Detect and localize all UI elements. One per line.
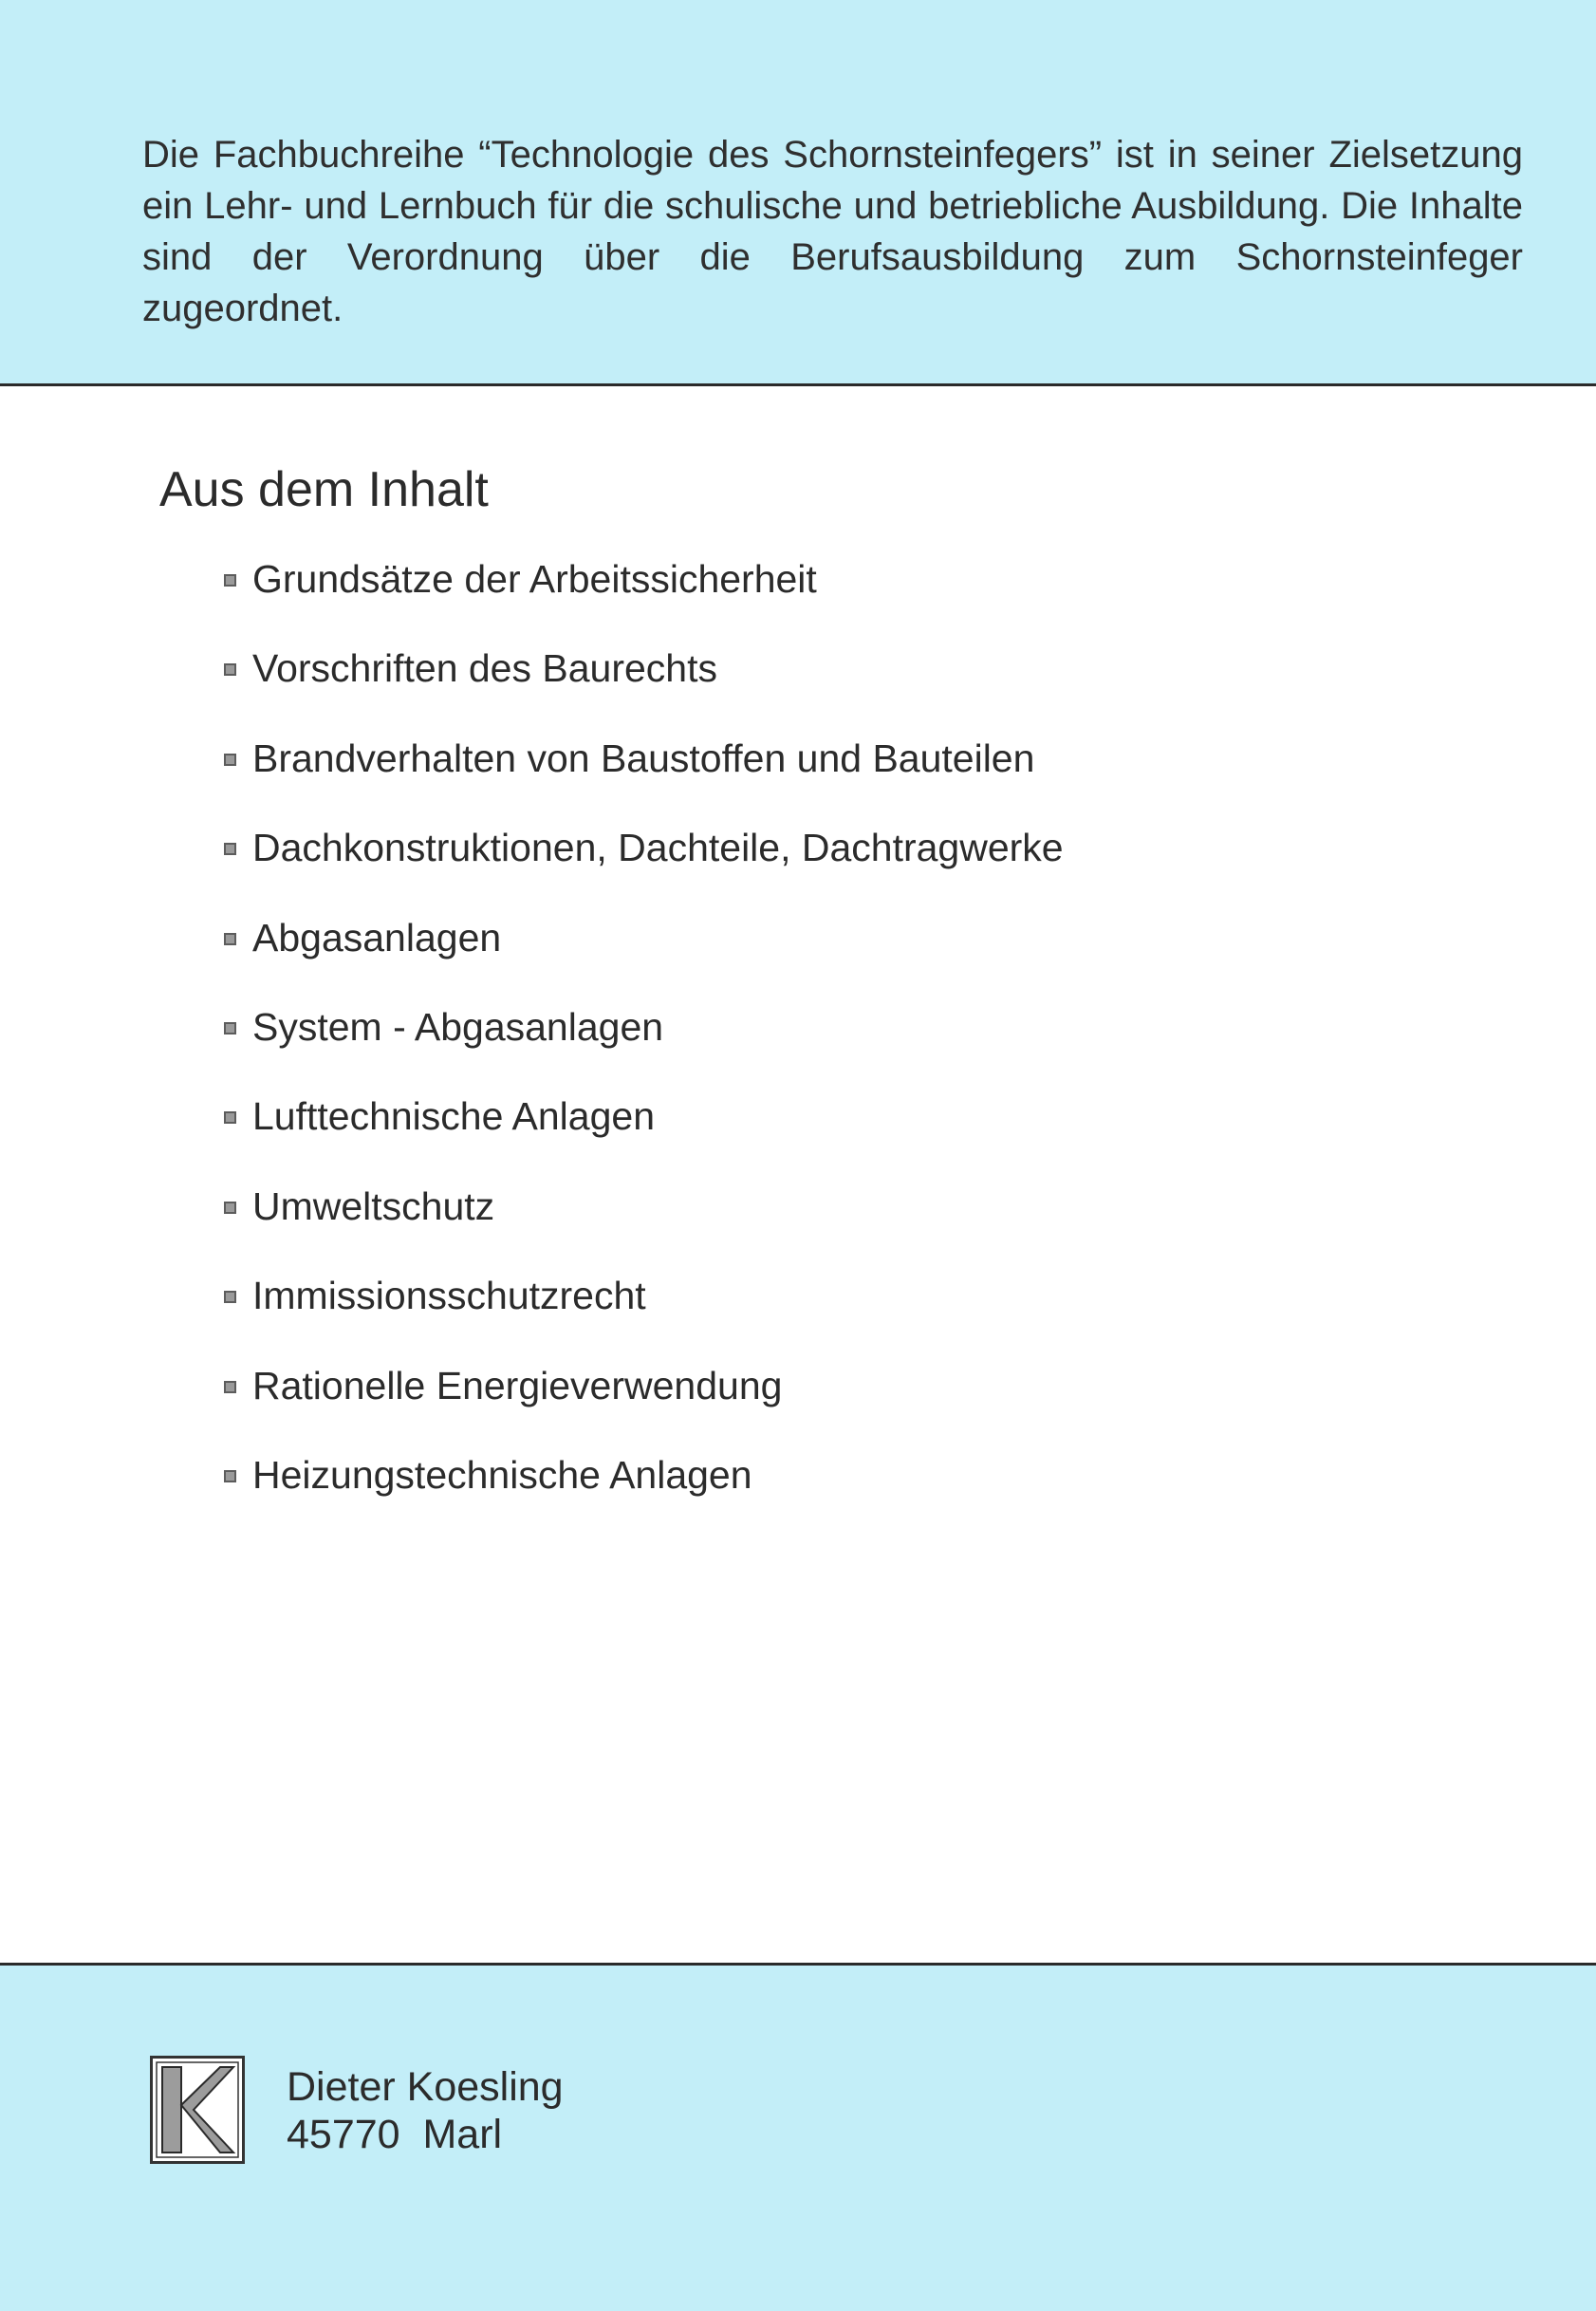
square-bullet-icon [224, 1470, 236, 1482]
list-item-label: Umweltschutz [252, 1183, 495, 1228]
publisher-name: Dieter Koesling [287, 2064, 564, 2110]
list-item [224, 1361, 1064, 1450]
publisher-info [287, 2063, 564, 2158]
contents-list [224, 554, 1064, 1539]
list-item-label: Heizungstechnische Anlagen [252, 1452, 752, 1497]
square-bullet-icon [224, 1291, 236, 1303]
list-item-label: Rationelle Energieverwendung [252, 1363, 783, 1407]
square-bullet-icon [224, 663, 236, 676]
square-bullet-icon [224, 1022, 236, 1034]
list-item-label: Vorschriften des Baurechts [252, 646, 717, 691]
list-item [224, 554, 1064, 643]
publisher-city: 45770 Marl [287, 2112, 503, 2157]
top-divider [0, 383, 1596, 386]
list-item [224, 913, 1064, 1002]
list-item [224, 1002, 1064, 1091]
list-item-label: Lufttechnische Anlagen [252, 1094, 655, 1139]
list-item-label: Abgasanlagen [252, 915, 502, 960]
square-bullet-icon [224, 574, 236, 587]
list-item-label: Brandverhalten von Baustoffen und Bauteilen [252, 736, 1035, 780]
list-item [224, 1091, 1064, 1181]
square-bullet-icon [224, 754, 236, 766]
list-item-label: System - Abgasanlagen [252, 1004, 664, 1049]
list-item [224, 1450, 1064, 1539]
publisher-logo [150, 2056, 245, 2164]
list-item [224, 734, 1064, 823]
contents-heading: Aus dem Inhalt [159, 462, 489, 517]
list-item [224, 823, 1064, 912]
square-bullet-icon [224, 1202, 236, 1214]
bottom-divider [0, 1963, 1596, 1966]
series-description: Die Fachbuchreihe “Technologie des Schornsteinfegers” ist in seiner Zielsetzung ein Lehr- und Lernbuch für die schulische und betriebliche Ausbildung. Die Inhalte sind der Verordnung über die Berufsausbildung zum Schornsteinfeger zugeordnet. [142, 134, 1523, 329]
list-item-label: Dachkonstruktionen, Dachteile, Dachtragwerke [252, 826, 1064, 870]
square-bullet-icon [224, 933, 236, 945]
square-bullet-icon [224, 1381, 236, 1393]
list-item-label: Immissionsschutzrecht [252, 1274, 646, 1318]
list-item [224, 1271, 1064, 1360]
square-bullet-icon [224, 843, 236, 855]
list-item [224, 643, 1064, 733]
square-bullet-icon [224, 1111, 236, 1124]
list-item [224, 1182, 1064, 1271]
list-item-label: Grundsätze der Arbeitssicherheit [252, 557, 817, 601]
